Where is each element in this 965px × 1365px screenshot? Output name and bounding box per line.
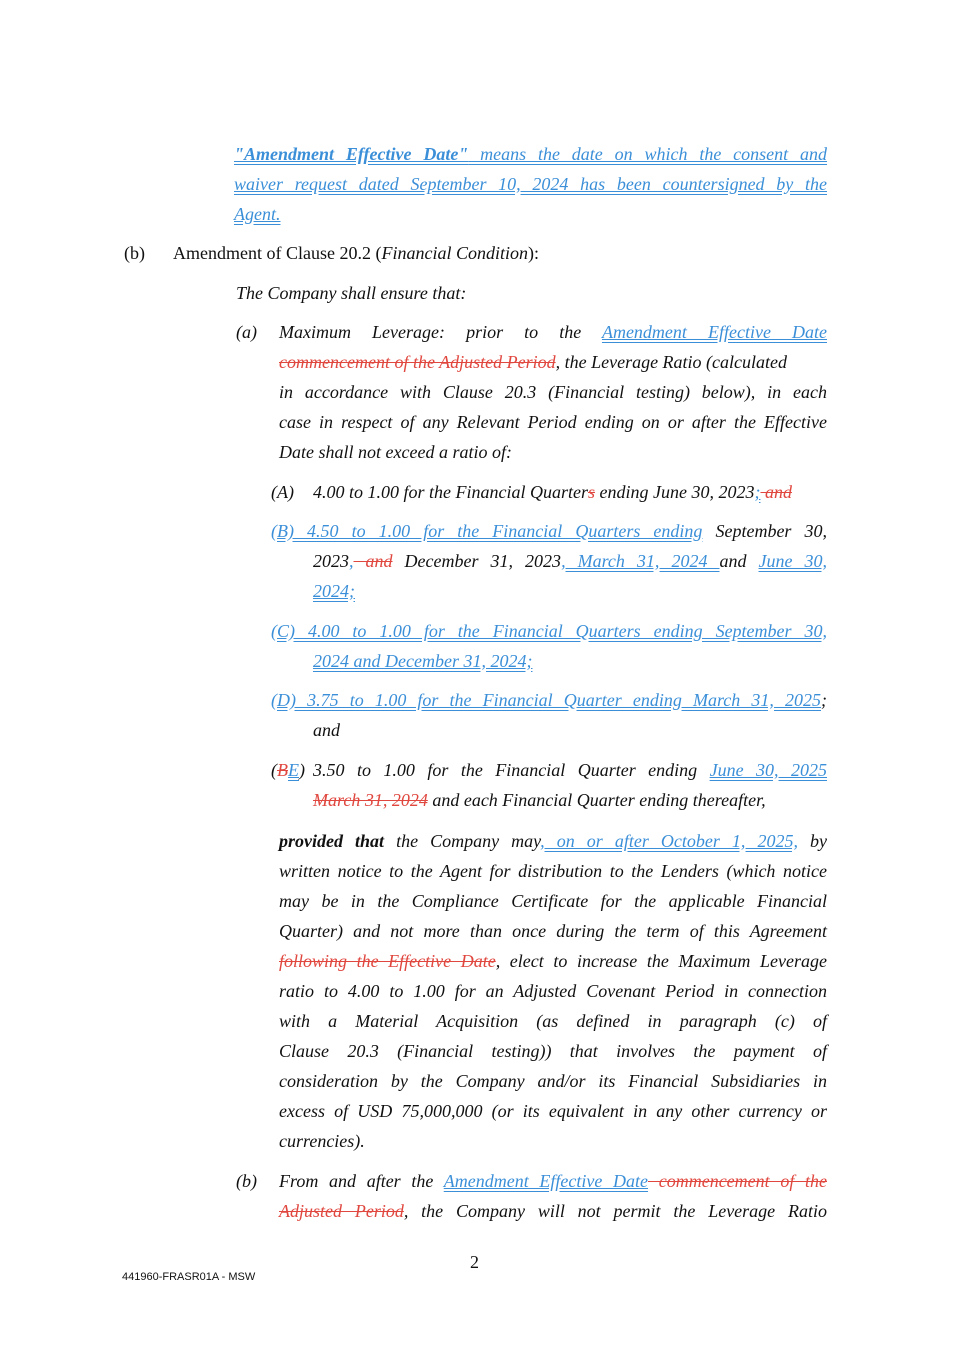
para-b-line-2: Adjusted Period, the Company will not permit the Leverage Ratio — [279, 1201, 827, 1221]
proviso-line-5: following the Effective Date, elect to increase the Maximum Leverage — [279, 951, 827, 971]
para-a-line-3: in accordance with Clause 20.3 (Financial testing) below), in each — [279, 382, 827, 402]
intro-text: The Company shall ensure that: — [236, 283, 467, 303]
document-code: 441960-FRASR01A - MSW — [122, 1271, 256, 1283]
proviso-line-4: Quarter) and not more than once during the term of this Agreement — [279, 921, 827, 941]
proviso-line-6: ratio to 4.00 to 1.00 for an Adjusted Covenant Period in connection — [279, 981, 827, 1001]
clause-b-label: (b) — [124, 243, 145, 263]
para-b-label: (b) — [236, 1171, 257, 1191]
clause-b-heading: Amendment of Clause 20.2 (Financial Condition): — [173, 243, 539, 263]
proviso-line-9: consideration by the Company and/or its Financial Subsidiaries in — [279, 1071, 827, 1091]
para-a-label: (a) — [236, 322, 257, 342]
item-c-line-1: (C) 4.00 to 1.00 for the Financial Quarters ending September 30, — [271, 621, 827, 641]
item-b-line-3: 2024; — [313, 581, 355, 601]
item-e-label: (BE) — [271, 760, 305, 780]
item-e-line-1: 3.50 to 1.00 for the Financial Quarter ending June 30, 2025 — [313, 760, 827, 780]
item-c-line-2: 2024 and December 31, 2024; — [313, 651, 533, 671]
para-a-line-5: Date shall not exceed a ratio of: — [279, 442, 512, 462]
definition-line-1: "Amendment Effective Date" means the date on which the consent and — [234, 144, 827, 164]
proviso-line-11: currencies). — [279, 1131, 365, 1151]
item-d-line-1: (D) 3.75 to 1.00 for the Financial Quarter ending March 31, 2025; — [271, 690, 827, 710]
item-a-label: (A) — [271, 482, 294, 502]
para-a-line-4: case in respect of any Relevant Period ending on or after the Effective — [279, 412, 827, 432]
defined-term: "Amendment Effective Date" — [234, 144, 469, 164]
para-b-line-1: From and after the Amendment Effective Date commencement of the — [279, 1171, 828, 1191]
definition-line-3: Agent. — [234, 204, 281, 224]
para-a-line-2: commencement of the Adjusted Period, the Leverage Ratio (calculated — [279, 352, 788, 372]
proviso-line-10: excess of USD 75,000,000 (or its equivalent in any other currency or — [279, 1101, 827, 1121]
proviso-line-7: with a Material Acquisition (as defined in paragraph (c) of — [279, 1011, 827, 1031]
item-d-line-2: and — [313, 720, 340, 740]
item-b-line-1: (B) 4.50 to 1.00 for the Financial Quarters ending September 30, — [271, 521, 827, 541]
item-a-text: 4.00 to 1.00 for the Financial Quarters ending June 30, 2023; and — [313, 482, 792, 502]
item-e-line-2: March 31, 2024 and each Financial Quarter ending thereafter, — [313, 790, 766, 810]
definition-line-2: waiver request dated September 10, 2024 has been countersigned by the — [234, 174, 827, 194]
para-a-line-1: Maximum Leverage: prior to the Amendment Effective Date — [279, 322, 827, 342]
proviso-line-1: provided that the Company may, on or after October 1, 2025, by — [279, 831, 827, 851]
item-b-line-2: 2023, and December 31, 2023, March 31, 2024 and June 30, — [313, 551, 828, 571]
proviso-line-3: may be in the Compliance Certificate for the applicable Financial — [279, 891, 827, 911]
page-number: 2 — [470, 1252, 479, 1272]
proviso-line-8: Clause 20.3 (Financial testing)) that involves the payment of — [279, 1041, 827, 1061]
proviso-line-2: written notice to the Agent for distribution to the Lenders (which notice — [279, 861, 827, 881]
